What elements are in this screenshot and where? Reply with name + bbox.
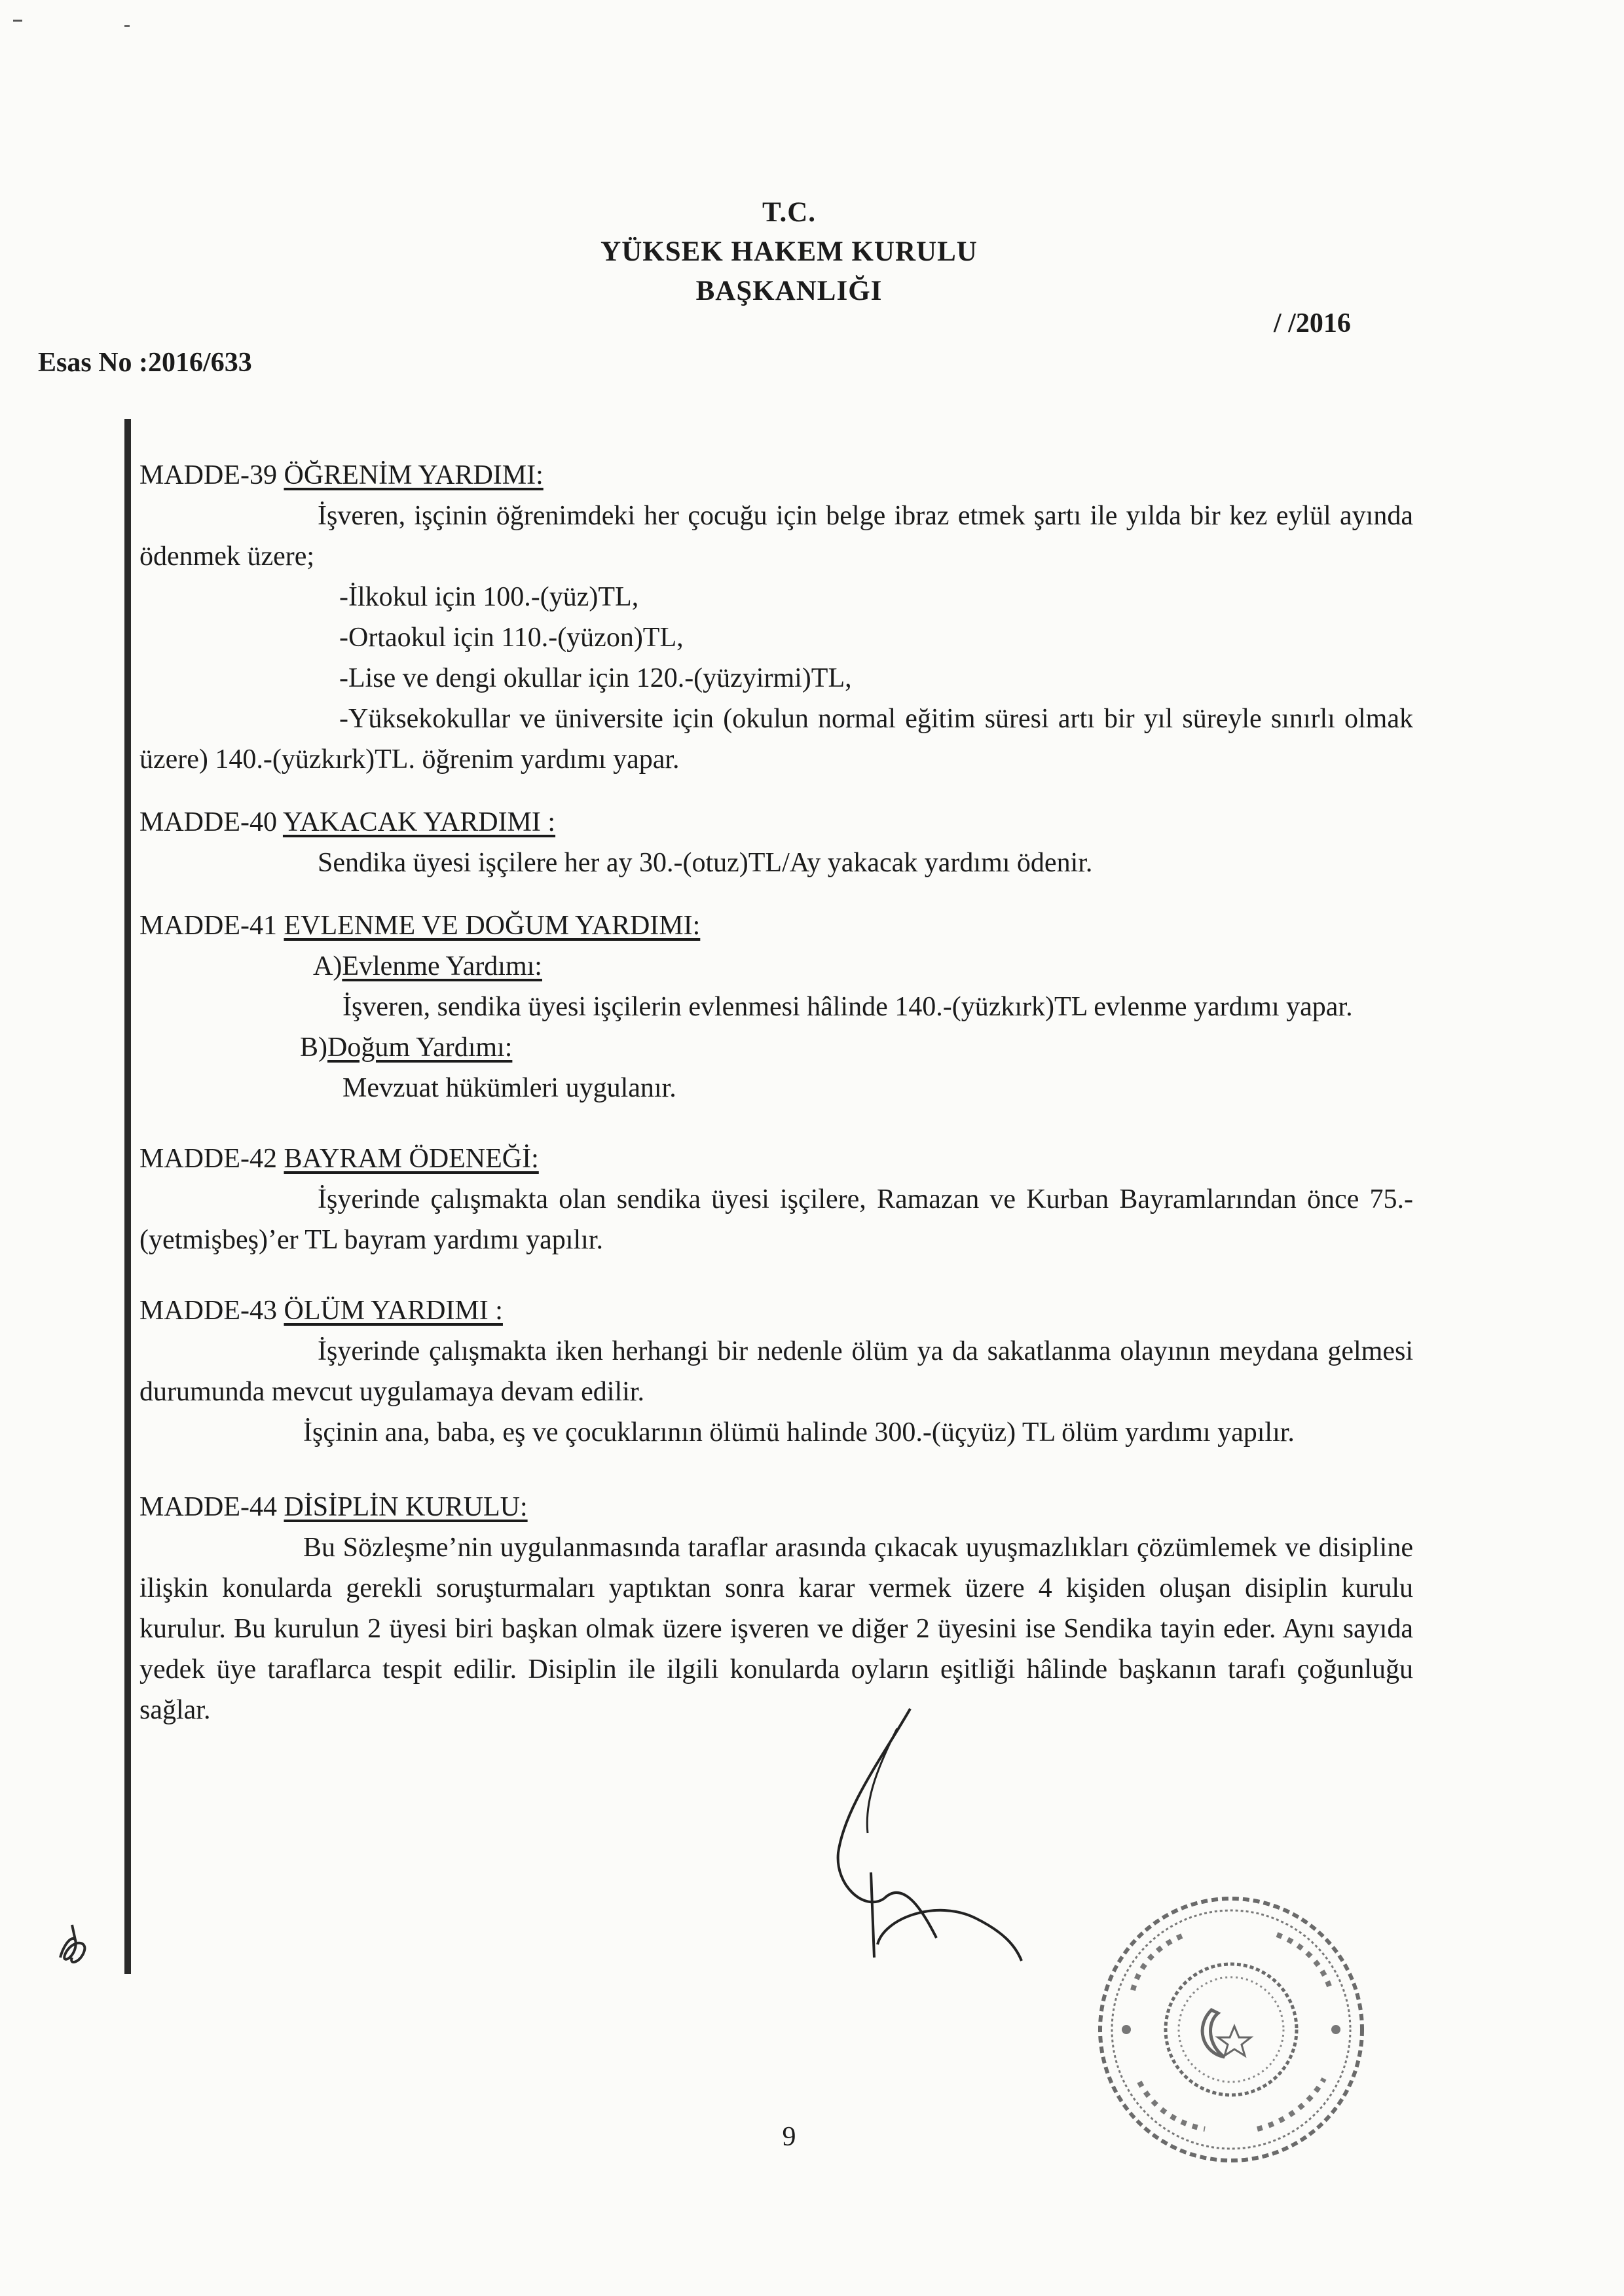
article-title: DİSİPLİN KURULU: (284, 1492, 528, 1522)
list-item: -Yüksekokullar ve üniversite için (okulun normal eğitim süresi artı bir yıl süreyle sınırlı olmak üzere) 140.-(yüzkırk)TL. öğrenim yardımı yapar. (139, 704, 1413, 774)
list-item: -Ortaokul için 110.-(yüzon)TL, (339, 623, 684, 653)
document-body (139, 455, 1413, 1730)
article-text: İşveren, sendika üyesi işçilerin evlenmesi hâlinde 140.-(yüzkırk)TL evlenme yardımı yapar. (342, 992, 1353, 1022)
margin-bar (124, 419, 131, 1974)
article-title: ÖLÜM YARDIMI : (284, 1296, 503, 1326)
article-heading (139, 905, 1413, 946)
article-text: Bu Sözleşme’nin uygulanmasında taraflar arasında çıkacak uyuşmazlıkları çözümlemek ve disipline ilişkin konularda gerekli soruşturmaları yaptıktan sonra karar vermek üzere 4 kişiden oluşan disiplin kurulu kurulur. Bu kurulun 2 üyesi biri başkan olmak üzere işveren ve diğer 2 üyesini ise Sendika tayin eder. Aynı sayıda yedek üye taraflarca tespit edilir. Disiplin ile ilgili konularda oyların eşitliği hâlinde başkanın tarafı çoğunluğu sağlar. (139, 1533, 1413, 1725)
article-40 (139, 802, 1413, 883)
article-heading (139, 802, 1413, 843)
case-number-block (38, 347, 252, 378)
article-text: İşyerinde çalışmakta olan sendika üyesi işçilere, Ramazan ve Kurban Bayramlarından önce 75.-(yetmişbeş)’er TL bayram yardımı yapılır. (139, 1184, 1413, 1255)
article-title: BAYRAM ÖDENEĞİ: (284, 1144, 539, 1174)
handwritten-signature-icon (805, 1702, 1080, 1967)
article-number: MADDE-43 (139, 1296, 277, 1326)
subsection-heading (139, 1027, 1413, 1068)
article-text: İşçinin ana, baba, eş ve çocuklarının ölümü halinde 300.-(üçyüz) TL ölüm yardımı yapılır. (303, 1417, 1295, 1448)
case-number: :2016/633 (139, 348, 252, 378)
article-heading (139, 1487, 1413, 1527)
article-text: İşyerinde çalışmakta iken herhangi bir nedenle ölüm ya da sakatlanma olayının meydana gelmesi durumunda mevcut uygulamaya devam edilir. (139, 1336, 1413, 1407)
article-title: EVLENME VE DOĞUM YARDIMI: (284, 911, 701, 941)
article-heading (139, 1290, 1413, 1331)
page-number: 9 (782, 2122, 796, 2152)
article-title: YAKACAK YARDIMI : (282, 807, 556, 837)
scan-artifact (13, 20, 22, 22)
article-number: MADDE-42 (139, 1144, 277, 1174)
header-line-institution: YÜKSEK HAKEM KURULU (600, 236, 978, 267)
article-42 (139, 1139, 1413, 1260)
article-heading (139, 455, 1413, 496)
case-label: Esas No (38, 348, 132, 378)
subsection-title: Doğum Yardımı: (327, 1032, 513, 1063)
list-item: -İlkokul için 100.-(yüz)TL, (339, 582, 639, 612)
subsection-heading (139, 946, 1413, 987)
article-number: MADDE-40 (139, 807, 277, 837)
header-line-tc: T.C. (762, 197, 817, 228)
article-number: MADDE-39 (139, 460, 277, 490)
subsection-title: Evlenme Yardımı: (342, 951, 542, 981)
subsection-prefix: A) (313, 951, 342, 981)
article-heading (139, 1139, 1413, 1179)
scan-artifact (124, 25, 130, 27)
article-41 (139, 905, 1413, 1108)
article-43 (139, 1290, 1413, 1453)
header-line-presidency: BAŞKANLIĞI (695, 276, 883, 306)
subsection-prefix: B) (300, 1032, 327, 1063)
article-intro: İşveren, işçinin öğrenimdeki her çocuğu için belge ibraz etmek şartı ile yılda bir kez eylül ayında ödenmek üzere; (139, 501, 1413, 572)
article-39 (139, 455, 1413, 780)
article-text (139, 496, 1413, 577)
article-text: Mevzuat hükümleri uygulanır. (342, 1073, 676, 1103)
list-item: -Lise ve dengi okullar için 120.-(yüzyirmi)TL, (339, 663, 852, 693)
article-title: ÖĞRENİM YARDIMI: (284, 460, 544, 490)
document-date: / /2016 (1274, 308, 1351, 338)
article-text: Sendika üyesi işçilere her ay 30.-(otuz)TL/Ay yakacak yardımı ödenir. (318, 848, 1093, 878)
article-number: MADDE-44 (139, 1492, 277, 1522)
article-44 (139, 1487, 1413, 1730)
handwritten-initials-icon (52, 1912, 98, 1974)
article-number: MADDE-41 (139, 911, 277, 941)
